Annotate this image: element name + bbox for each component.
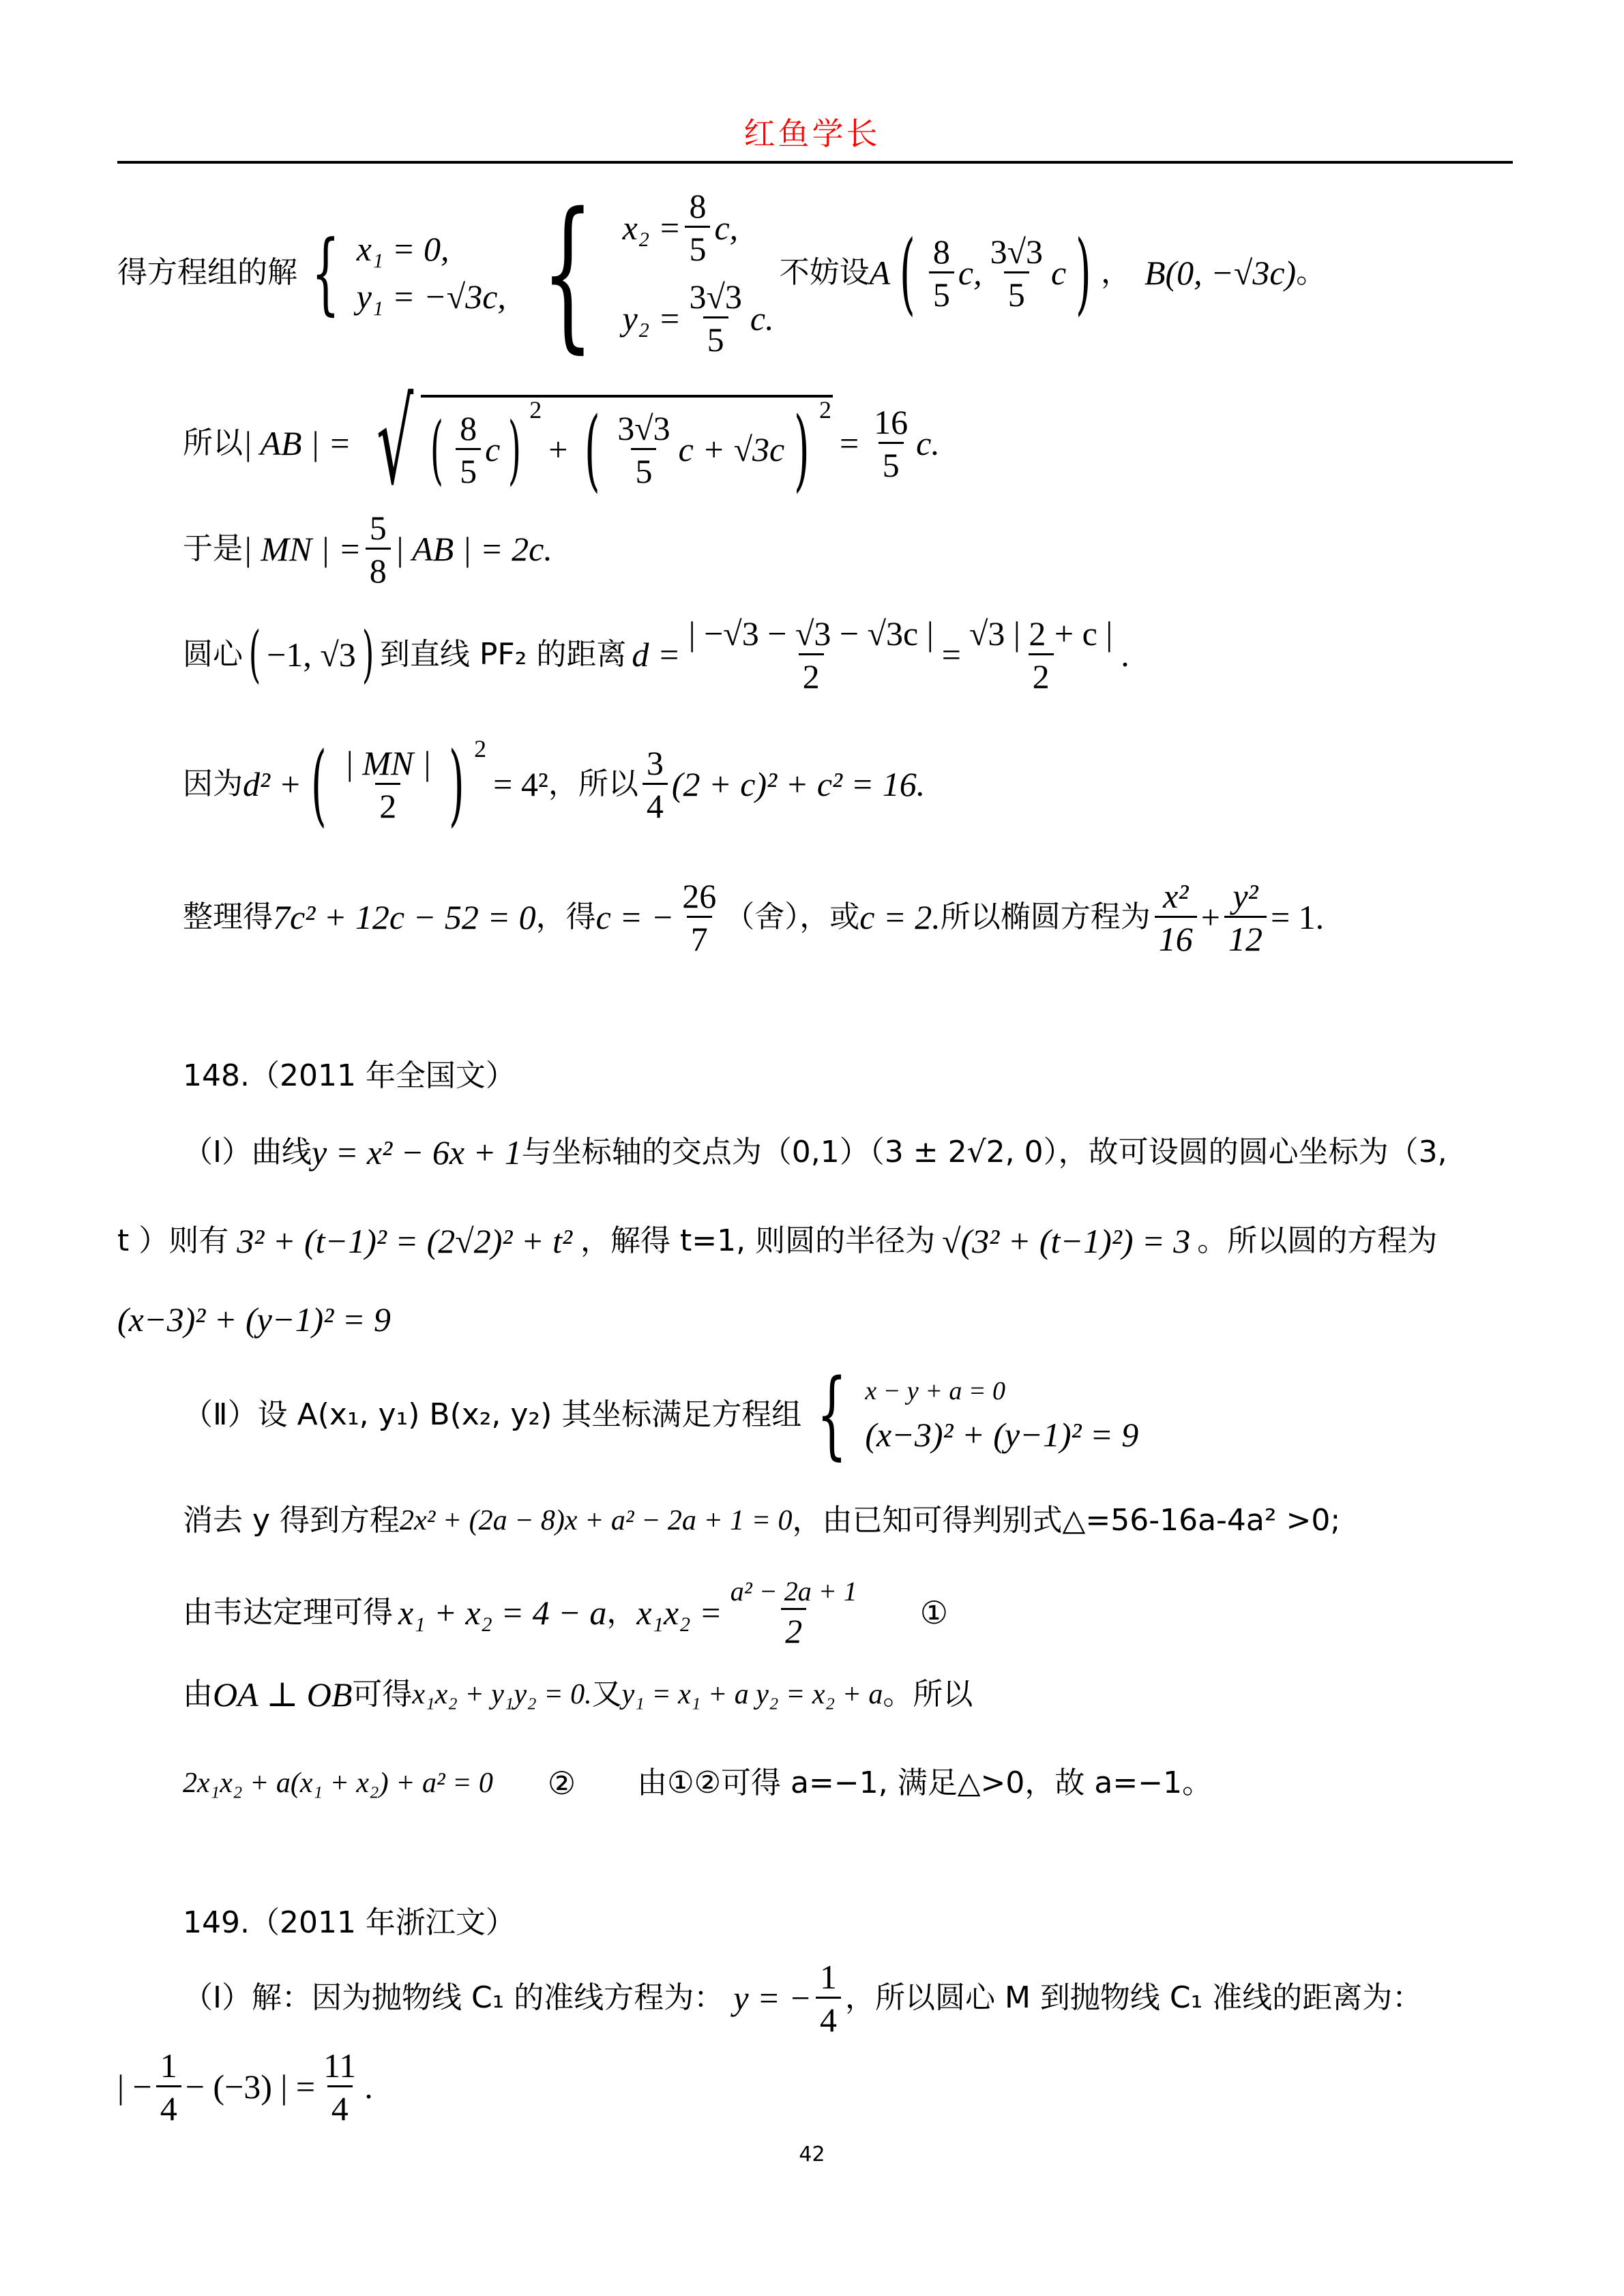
paren: (	[900, 221, 915, 325]
text: ，得	[535, 899, 596, 934]
p148-part2-line3	[183, 1575, 948, 1650]
text: 消去 y 得到方程	[183, 1503, 400, 1538]
text: .	[1121, 636, 1130, 674]
text: 整理得	[183, 899, 273, 934]
text: 到直线 PF₂ 的距离	[379, 637, 627, 672]
text: 因为	[183, 766, 243, 801]
eq-y2-lhs: y₂ =	[622, 299, 681, 338]
p148-part2-line1	[183, 1359, 1139, 1470]
sqrt-expression: √ ( $\frac{8}{5}$ c ) 2 + ( $\frac{3√3}{5}$ c + √3c ) 2	[377, 376, 831, 511]
mn-length-line	[183, 505, 552, 593]
text: （舍），或	[724, 899, 860, 934]
equation: x₁ + x₂ = 4 − a	[398, 1594, 607, 1632]
frac-den: 4	[327, 2085, 353, 2126]
equation: x₁x₂ + y₁y₂ = 0.	[412, 1679, 592, 1710]
frac-den: 16	[1155, 916, 1197, 956]
circled-marker-2: ②	[547, 1765, 576, 1802]
system	[801, 1359, 1139, 1470]
p148-part2-line4	[183, 1671, 973, 1718]
left-brace-icon: {	[542, 177, 594, 368]
system-2	[516, 177, 774, 368]
frac-den: 2	[1029, 653, 1054, 694]
p148-part2-line5	[183, 1759, 1212, 1807]
text: = 4²	[493, 765, 548, 803]
text: +	[548, 430, 568, 468]
p149-part1-line2	[117, 2046, 373, 2128]
text: c = −	[595, 898, 675, 936]
frac-den: 5	[685, 226, 710, 266]
text: d² +	[243, 765, 302, 803]
p149-part1-line1	[183, 1957, 1422, 2039]
eq-y2-tail: c.	[750, 299, 774, 338]
text: （Ⅰ）曲线	[183, 1135, 312, 1169]
frac-num: 11	[323, 2046, 357, 2085]
eq-x1: x₁ = 0,	[356, 230, 449, 268]
text: 可得	[352, 1677, 413, 1712]
system-1	[297, 221, 506, 325]
frac-den: 2	[799, 653, 824, 694]
text: .	[364, 2068, 373, 2106]
frac-num: 3√3	[689, 278, 742, 316]
frac-den: 12	[1224, 916, 1267, 956]
frac-den: 4	[643, 783, 668, 823]
frac-num: 3√3	[617, 408, 670, 447]
text: | AB | = 2c.	[394, 530, 552, 568]
frac-den: 2	[375, 783, 400, 823]
text: ，解得 t=1, 则圆的半径为	[580, 1223, 936, 1258]
circled-marker-1: ①	[919, 1594, 948, 1631]
text: = 1.	[1270, 898, 1325, 936]
frac-num: 26	[682, 876, 717, 915]
frac-num: √3 | 2 + c |	[969, 614, 1113, 653]
text: 7c² + 12c − 52 = 0	[273, 898, 536, 936]
text: 得方程组的解	[117, 255, 297, 290]
text: c = 2.	[859, 898, 941, 936]
heading: 148.（2011 年全国文）	[183, 1058, 516, 1093]
text: c	[1051, 254, 1067, 292]
text: （Ⅰ）解：因为抛物线 C₁ 的准线方程为：	[183, 1980, 724, 2015]
frac-den: 4	[156, 2085, 181, 2126]
text: t ）则有	[117, 1223, 229, 1258]
text: 于是	[183, 531, 243, 566]
eq-x2-lhs: x₂ =	[622, 208, 681, 247]
text: （Ⅱ）设 A(x₁, y₁) B(x₂, y₂) 其坐标满足方程组	[183, 1397, 802, 1432]
text: 由	[183, 1677, 213, 1712]
equation: x₁x₂ =	[636, 1594, 722, 1632]
circle-center: −1, √3	[267, 636, 356, 674]
frac-num: 5	[369, 508, 387, 547]
text: 又	[591, 1677, 622, 1712]
page-number: 42	[799, 2143, 825, 2166]
frac-num: 8	[932, 232, 950, 271]
frac-den: 5	[879, 442, 904, 482]
equation: y = x² − 6x + 1	[311, 1133, 522, 1172]
frac-num: 8	[689, 187, 707, 225]
problem-149-heading	[183, 1903, 516, 1943]
frac-num: x²	[1163, 876, 1189, 915]
frac-den: 7	[687, 916, 712, 956]
frac-num: y²	[1232, 876, 1258, 915]
ab-length-line	[183, 376, 940, 511]
frac-den: 5	[929, 271, 954, 312]
p148-part1-line1	[183, 1125, 1447, 1180]
equation: √(3² + (t−1)²) = 3	[942, 1222, 1191, 1260]
text: | −	[117, 2068, 152, 2106]
distance-line: 圆心 ( −1, √3 ) 到直线 PF₂ 的距离 d = $\frac{| -√3 - √3 - √3c |}{2}$ = $\frac{√3 | 2 + c |}{2}$ .	[183, 614, 1130, 696]
text: (2 + c)² + c² = 16.	[671, 765, 926, 803]
equation: (x−3)² + (y−1)² = 9	[117, 1300, 391, 1339]
text: ，所以	[548, 766, 638, 801]
text: 圆心	[183, 637, 243, 672]
text: 由①②可得 a=−1, 满足△>0，故 a=−1。	[637, 1765, 1213, 1800]
text: 。所以	[883, 1677, 973, 1712]
text: c,	[958, 254, 982, 292]
point-b: B(0, −√3c)	[1144, 254, 1297, 292]
p148-part1-line3	[117, 1296, 391, 1343]
frac-den: 8	[366, 548, 391, 588]
paren: )	[1076, 221, 1092, 325]
text: ，由已知可得判别式△=56-16a-4a² >0;	[792, 1503, 1341, 1538]
left-brace-icon: {	[816, 1359, 848, 1470]
frac-den: 5	[1004, 271, 1029, 312]
frac-den: 4	[816, 1997, 841, 2037]
pythagoras-line: 因为 d² + ( $\frac{| MN |}{2}$ ) 2 = 4² ，所以 $\frac{3}{4}$ (2 + c)² + c² = 16.	[183, 732, 926, 836]
equation: y₁ = x₁ + a y₂ = x₂ + a	[621, 1679, 883, 1710]
frac-den: 5	[703, 316, 728, 357]
equation: y = −	[733, 1979, 812, 2017]
frac-den: 5	[456, 448, 481, 488]
eq-x2-tail: c,	[714, 208, 739, 247]
text: c.	[916, 424, 940, 462]
text: 所以	[183, 426, 243, 460]
frac-num: | −√3 − √3 − √3c |	[688, 614, 934, 653]
text: 所以椭圆方程为	[940, 899, 1151, 934]
text: ，	[606, 1595, 637, 1630]
frac-num: 3√3	[990, 232, 1044, 271]
text: 。	[1296, 255, 1327, 290]
text: =	[839, 424, 859, 462]
equation: (x−3)² + (y−1)² = 9	[865, 1416, 1139, 1454]
frac-num: 8	[460, 408, 477, 447]
ellipse-result-line	[183, 866, 1324, 968]
frac-num: 16	[874, 402, 909, 441]
point-a-label: A	[869, 254, 891, 292]
text: 由韦达定理可得	[183, 1595, 393, 1630]
frac-num: a² − 2a + 1	[730, 1575, 857, 1607]
equation: x − y + a = 0	[865, 1377, 1005, 1405]
header-divider	[117, 161, 1513, 164]
frac-num: 1	[160, 2046, 177, 2085]
text: c	[485, 430, 501, 468]
text: | MN | =	[243, 530, 361, 568]
radical-icon: √	[377, 376, 414, 511]
frac-num: | MN |	[344, 743, 432, 782]
p148-part1-line2	[117, 1207, 1437, 1275]
text: ，所以圆心 M 到抛物线 C₁ 准线的距离为：	[845, 1980, 1423, 2015]
equation: OA ⊥ OB	[213, 1675, 353, 1714]
text: c + √3c	[678, 430, 785, 468]
solution-system-line	[117, 177, 1327, 368]
left-brace-icon: {	[311, 221, 340, 325]
equation: 2x² + (2a − 8)x + a² − 2a + 1 = 0	[400, 1505, 793, 1536]
text: d =	[632, 636, 681, 674]
frac-num: 3	[646, 743, 664, 782]
text: ，	[1100, 255, 1131, 290]
frac-num: 1	[820, 1957, 837, 1996]
p148-part2-line2	[183, 1493, 1340, 1548]
eq-y1: y₁ = −√3c,	[356, 278, 506, 316]
equation: 2x₁x₂ + a(x₁ + x₂) + a² = 0	[183, 1768, 493, 1799]
text: =	[941, 636, 961, 674]
text: 与坐标轴的交点为（0,1）（3 ± 2√2, 0），故可设圆的圆心坐标为（3,	[521, 1135, 1447, 1169]
text: | AB | =	[243, 424, 351, 462]
header-title: 红鱼学长	[743, 115, 881, 152]
text: 不妨设	[779, 255, 870, 290]
frac-den: 5	[631, 448, 656, 488]
heading: 149.（2011 年浙江文）	[183, 1905, 516, 1940]
text: +	[1200, 898, 1220, 936]
frac-den: 2	[781, 1608, 806, 1648]
text: − (−3) | =	[185, 2068, 316, 2106]
problem-148-heading	[183, 1056, 516, 1097]
equation: 3² + (t−1)² = (2√2)² + t²	[237, 1222, 572, 1260]
text: 。所以圆的方程为	[1197, 1223, 1438, 1258]
